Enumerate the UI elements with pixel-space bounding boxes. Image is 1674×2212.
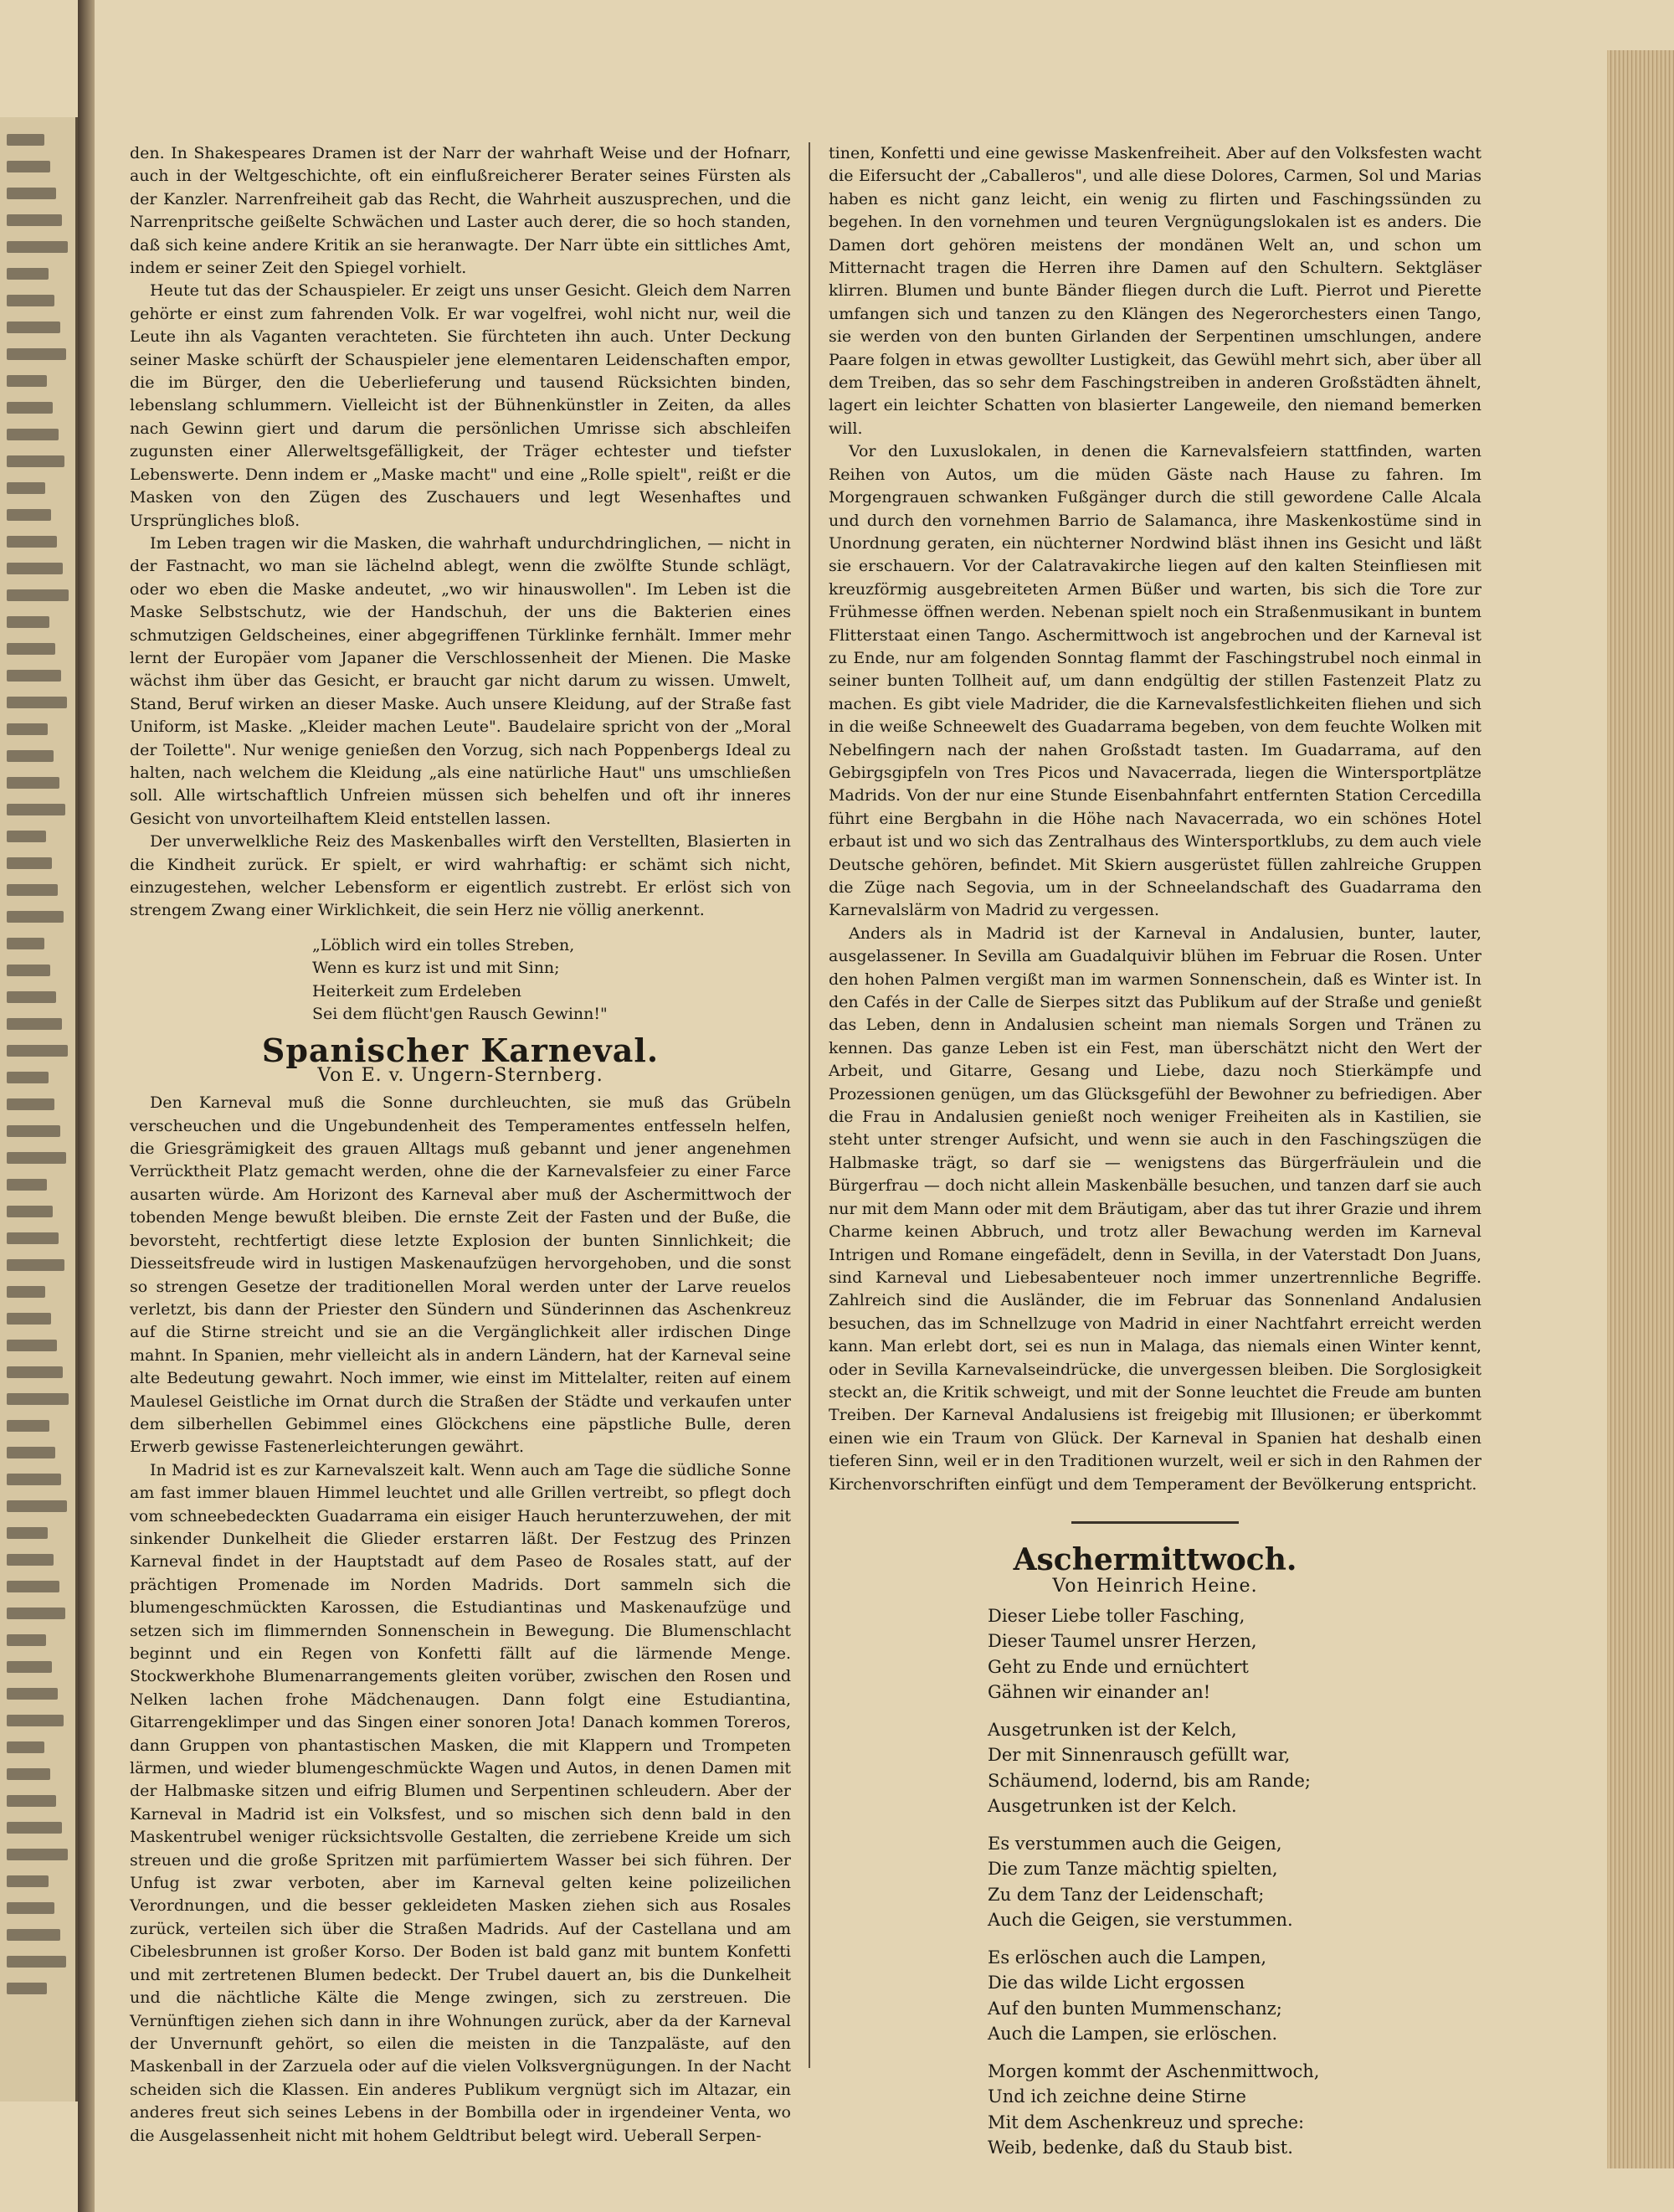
previous-page-text-fragment: [7, 375, 47, 387]
previous-page-text-fragment: [7, 750, 54, 762]
previous-page-text-fragment: [7, 884, 58, 896]
previous-page-text-fragment: [7, 295, 54, 306]
previous-page-text-fragment: [7, 965, 50, 976]
left-column: [130, 142, 791, 2148]
poem-line: Schäumend, lodernd, bis am Rande;: [988, 1770, 1311, 1791]
poem-line: Die zum Tanze mächtig spielten,: [988, 1859, 1278, 1880]
previous-page-text-fragment: [7, 991, 56, 1003]
previous-page-text-fragment: [7, 1259, 64, 1271]
previous-page-text-fragment: [7, 911, 64, 923]
previous-page-edge: [0, 117, 78, 2101]
previous-page-text-fragment: [7, 616, 49, 628]
previous-page-text-fragment: [7, 1956, 66, 1968]
previous-page-text-fragment: [7, 1152, 66, 1164]
previous-page-text-fragment: [7, 938, 44, 949]
poem-line: Auch die Lampen, sie erlöschen.: [988, 2024, 1278, 2045]
decorative-rule: [1071, 1521, 1239, 1524]
previous-page-text-fragment: [7, 1045, 68, 1057]
previous-page-text-fragment: [7, 214, 62, 226]
paragraph: Heute tut das der Schauspieler. Er zeigt uns unser Gesicht. Gleich dem Narren gehörte er einst zum fahrenden Volk. Er war vogelfrei, wohl nicht nur, weil die Leute ihn als Vaganten verachteten. Sie fürchteten ihn auch. Unter Deckung seiner Maske schürft der Schauspieler jene elementaren Leidenschaften empor, die im Bürger, den die Ueberlieferung und tausend Rücksichten binden, lebenslang schlummern. Vielleicht ist der Bühnenkünstler in Zeiten, da alles nach Gewinn giert und darum die persönlichen Umrisse sich abschleifen zugunsten einer Allerweltsgefälligkeit, der Träger echtester und tiefster Lebenswerte. Denn indem er „Maske macht" und eine „Rolle spielt", reißt er die Masken von den Zügen des Zuschauers und legt Wesenhaftes und Ursprüngliches bloß.: [130, 281, 791, 530]
right-column: [829, 142, 1481, 2173]
previous-page-text-fragment: [7, 1929, 60, 1941]
verse-line: Sei dem flücht'gen Rausch Gewinn!": [312, 1005, 608, 1024]
paragraph: tinen, Konfetti und eine gewisse Maskenfreiheit. Aber auf den Volksfesten wacht die Eifersucht der „Caballeros", und alle diese Dolores, Carmen, Sol und Marias haben es nicht ganz leicht, ein wenig zu flirten und Faschingssünden zu begehen. In den vornehmen und teuren Vergnügungslokalen ist es anders. Die Damen dort gehören meistens der mondänen Welt an, und schon um Mitternacht tragen die Herren ihre Damen auf den Schultern. Sektgläser klirren. Blumen und bunte Bänder fliegen durch die Luft. Pierrot und Pierette umfangen sich und tanzen zu den Klängen des Negerorchesters einen Tango, sie werden von den bunten Girlanden der Serpentinen umschlungen, andere Paare folgen in etwas gewollter Lustigkeit, das Gewühl mehrt sich, aber über all dem Treiben, das so sehr dem Faschingstreiben in anderen Großstädten ähnelt, lagert ein leichter Schatten von blasierter Langeweile, den niemand bemerken will.: [829, 144, 1481, 438]
previous-page-text-fragment: [7, 429, 59, 440]
poem-line: Auch die Geigen, sie verstummen.: [988, 1910, 1293, 1931]
poem-line: Der mit Sinnenrausch gefüllt war,: [988, 1745, 1291, 1766]
previous-page-text-fragment: [7, 1018, 62, 1030]
poem-stanza: [988, 1717, 1481, 1819]
article-title: Spanischer Karneval.: [261, 1031, 660, 1070]
poem-line: Zu dem Tanz der Leidenschaft;: [988, 1884, 1265, 1905]
verse-quote: [312, 934, 791, 1026]
poem-stanza: [988, 1831, 1481, 1933]
previous-page-text-fragment: [7, 1447, 55, 1458]
paragraph: Den Karneval muß die Sonne durchleuchten, sie muß das Grübeln verscheuchen und die Ungebundenheit des Temperamentes entfesseln helfen, die Griesgrämigkeit des grauen Alltags muß gebannt und jener angenehmen Verrücktheit Platz gemacht werden, ohne die der Karnevalsfeier zu einer Farce ausarten würde. Am Horizont des Karneval aber muß der Aschermittwoch der tobenden Menge bewußt bleiben. Die ernste Zeit der Fasten und der Buße, die bevorsteht, rechtfertigt diese letzte Explosion der bunten Sinnlichkeit; die Diesseitsfreude wird in lustigen Maskenaufzügen hervorgehoben, und die sonst so strengen Gesetze der traditionellen Moral werden unter der Larve reuelos verletzt, bis dann der Priester den Sündern und Sünderinnen das Aschenkreuz auf die Stirne streicht und sie an die Vergänglichkeit aller irdischen Dinge mahnt. In Spanien, mehr vielleicht als in andern Ländern, hat der Karneval seine alte Bedeutung gewahrt. Noch immer, wie einst im Mittelalter, reiten auf einem Maulesel Geistliche im Ornat durch die Straßen der Städte und verkaufen unter dem silberhellen Gebimmel eines Glöckchens eine päpstliche Bulle, deren Erwerb gewisse Fastenerleichterungen gewährt.: [130, 1093, 791, 1457]
previous-page-text-fragment: [7, 1232, 59, 1244]
previous-page-text-fragment: [7, 1125, 60, 1137]
poem: [988, 1603, 1481, 2161]
poem-line: Auf den bunten Mummenschanz;: [988, 1998, 1282, 2019]
previous-page-text-fragment: [7, 1366, 63, 1378]
previous-page-text-fragment: [7, 188, 56, 199]
previous-page-text-fragment: [7, 1179, 47, 1191]
previous-page-text-fragment: [7, 1902, 54, 1914]
poem-line: Morgen kommt der Aschenmittwoch,: [988, 2060, 1320, 2081]
verse-line: Heiterkeit zum Erdeleben: [312, 981, 521, 1001]
poem-stanza: [988, 2059, 1481, 2161]
previous-page-text-fragment: [7, 1608, 65, 1619]
previous-page-text-fragment: [7, 402, 53, 414]
poem-line: Dieser Liebe toller Fasching,: [988, 1605, 1245, 1626]
binding-gutter: [78, 0, 95, 2212]
poem-byline: Von Heinrich Heine.: [1052, 1576, 1258, 1597]
previous-page-text-fragment: [7, 563, 63, 574]
previous-page-text-fragment: [7, 1474, 61, 1485]
paragraph: In Madrid ist es zur Karnevalszeit kalt. Wenn auch am Tage die südliche Sonne am fast immer blauen Himmel leuchtet und alle Grillen vertreibt, so pflegt doch vom schneebedeckten Guadarrama ein eisiger Hauch herunterzuwehen, der mit sinkender Dunkelheit die Glieder erstarren läßt. Der Festzug des Prinzen Karneval findet in der Hauptstadt auf dem Paseo de Rosales statt, auf der prächtigen Promenade im Norden Madrids. Dort sammeln sich die blumengeschmückten Karossen, die Estudiantinas und Maskenaufzüge und setzen sich im flimmernden Sonnenschein in Bewegung. Die Blumenschlacht beginnt und ein Regen von Konfetti fällt auf die lärmende Menge. Stockwerkhohe Blumenarrangements gleiten vorüber, zwischen den Rosen und Nelken lachen frohe Mädchenaugen. Dann folgt eine Estudiantina, Gitarrengeklimper und das Singen einer sonoren Jota! Danach kommen Toreros, dann Gruppen von phantastischen Masken, die mit Klappern und Trompeten lärmen, und wieder blumengeschmückte Wagen und Autos, in denen Damen mit der Halbmaske sitzen und eifrig Blumen und Serpentinen schleudern. Aber der Karneval in Madrid ist ein Volksfest, und so mischen sich denn bald in den Maskentrubel weniger rücksichtsvolle Gestalten, die zerriebene Kreide um sich streuen und die große Spritzen mit parfümiertem Wasser bei sich führen. Der Unfug ist zwar verboten, aber im Karneval gelten keine polizeilichen Verordnungen, und die besser gekleideten Masken ziehen sich aus Rosales zurück, verteilen sich über die Straßen Madrids. Auf der Castellana und am Cibelesbrunnen ist großer Korso. Der Boden ist bald ganz mit buntem Konfetti und mit zertretenen Blumen bedeckt. Der Trubel dauert an, bis die Dunkelheit und die nächtliche Kälte die Menge zwingen, sich zu zerstreuen. Die Vernünftigen ziehen sich dann in ihre Wohnungen zurück, aber da der Karneval der Unvernunft gehört, so eilen die meisten in die Tanzpaläste, auf den Maskenball in der Zarzuela oder auf die vielen Volksvergnügungen. In der Nacht scheiden sich die Klassen. Ein anderes Publikum vergnügt sich im Altazar, ein anderes freut sich seines Lebens in der Bombilla oder in irgendeiner Venta, wo die Ausgelassenheit nicht mit hohem Geldtribut belegt wird. Ueberall Serpen-: [130, 1460, 791, 2145]
previous-page-text-fragment: [7, 1420, 49, 1432]
book-edge: [1607, 50, 1674, 2168]
poem-line: Geht zu Ende und ernüchtert: [988, 1656, 1249, 1677]
previous-page-text-fragment: [7, 804, 65, 815]
previous-page-text-fragment: [7, 1741, 44, 1753]
poem-line: Ausgetrunken ist der Kelch,: [988, 1719, 1237, 1740]
previous-page-text-fragment: [7, 777, 59, 789]
previous-page-text-fragment: [7, 670, 61, 682]
previous-page-text-fragment: [7, 1634, 46, 1646]
previous-page-text-fragment: [7, 1875, 49, 1887]
previous-page-text-fragment: [7, 1527, 48, 1539]
column-rule: [809, 142, 810, 2068]
poem-stanza: [988, 1945, 1481, 2047]
previous-page-text-fragment: [7, 509, 51, 521]
paragraph: den. In Shakespeares Dramen ist der Narr der wahrhaft Weise und der Hofnarr, auch in der Weltgeschichte, oft ein einflußreicherer Berater seines Fürsten als der Kanzler. Narrenfreiheit gab das Recht, die Wahrheit auszusprechen, und die Narrenpritsche geißelte Schwächen und Laster auch derer, die so hoch standen, daß sich keine andere Kritik an sie heranwagte. Der Narr übte ein sittliches Amt, indem er seiner Zeit den Spiegel vorhielt.: [130, 144, 791, 278]
previous-page-text-fragment: [7, 1768, 50, 1780]
previous-page-text-fragment: [7, 134, 44, 146]
previous-page-text-fragment: [7, 241, 68, 253]
poem-line: Dieser Taumel unsrer Herzen,: [988, 1631, 1257, 1652]
previous-page-text-fragment: [7, 1554, 54, 1566]
previous-page-text-fragment: [7, 1795, 56, 1807]
paragraph: Anders als in Madrid ist der Karneval in Andalusien, bunter, lauter, ausgelassener. In Sevilla am Guadalquivir blühen im Februar die Rosen. Unter den hohen Palmen vergißt man im warmen Sonnenschein, daß es Winter ist. In den Cafés in der Calle de Sierpes sitzt das Publikum auf der Straße und genießt das Leben, denn in Andalusien scheint man niemals Sorgen und Tränen zu kennen. Das ganze Leben ist ein Fest, man überschätzt nicht den Wert der Arbeit, und Gitarre, Gesang und Liebe, dazu noch Stierkämpfe und Prozessionen genügen, um das Glücksgefühl der Bewohner zu befriedigen. Aber die Frau in Andalusien genießt noch weniger Freiheiten als in Kastilien, sie steht unter strenger Aufsicht, und wenn sie auch in den Faschingszügen die Halbmaske trägt, so darf sie — wenigstens das Bürgerfräulein und die Bürgerfrau — doch nicht allein Maskenbälle besuchen, und tanzen darf sie auch nur mit dem Mann oder mit dem Bräutigam, aber das tut ihrer Grazie und ihrem Charme keinen Abbruch, und trotz aller Bewachung werden im Karneval Intrigen und Romane eingefädelt, denn in Sevilla, in der Vaterstadt Don Juans, sind Karneval und Liebesabenteuer noch immer unzertrennliche Begriffe. Zahlreich sind die Ausländer, die im Februar das Sonnenland Andalusien besuchen, das im Schnellzuge von Madrid in einer Nachtfahrt erreicht werden kann. Man erlebt dort, sei es nun in Malaga, das niemals einen Winter kennt, oder in Sevilla Karnevalseindrücke, die unvergessen bleiben. Die Sorglosigkeit steckt an, die Kritik schweigt, und mit der Sonne leuchtet die Freude am bunten Treiben. Der Karneval Andalusiens ist freigebig mit Illusionen; er überkommt einen wie ein Traum von Glück. Der Karneval in Spanien hat deshalb einen tieferen Sinn, weil er in den Traditionen wurzelt, weil er sich in den Rahmen der Kirchenvorschriften einfügt und dem Temperament der Bevölkerung entspricht.: [829, 923, 1481, 1494]
previous-page-text-fragment: [7, 1849, 68, 1860]
previous-page-text-fragment: [7, 643, 55, 655]
previous-page-text-fragment: [7, 1822, 62, 1834]
previous-page-text-fragment: [7, 1313, 51, 1325]
previous-page-text-fragment: [7, 723, 48, 735]
previous-page-text-fragment: [7, 1206, 53, 1217]
poem-line: Weib, bedenke, daß du Staub bist.: [988, 2137, 1293, 2158]
previous-page-text-fragment: [7, 482, 45, 494]
poem-line: Mit dem Aschenkreuz und spreche:: [988, 2112, 1305, 2132]
poem-line: Es erlöschen auch die Lampen,: [988, 1947, 1267, 1968]
previous-page-text-fragment: [7, 1286, 45, 1298]
previous-page-text-fragment: [7, 1715, 64, 1726]
previous-page-text-fragment: [7, 589, 69, 601]
previous-page-text-fragment: [7, 322, 60, 333]
previous-page-text-fragment: [7, 268, 49, 280]
poem-line: Es verstummen auch die Geigen,: [988, 1833, 1282, 1854]
previous-page-text-fragment: [7, 1500, 67, 1512]
poem-line: Gähnen wir einander an!: [988, 1682, 1211, 1703]
poem-line: Und ich zeichne deine Stirne: [988, 2086, 1246, 2107]
previous-page-text-fragment: [7, 348, 66, 360]
article-byline: Von E. v. Ungern-Sternberg.: [317, 1064, 603, 1086]
previous-page-text-fragment: [7, 1340, 57, 1351]
paragraph: Der unverwelkliche Reiz des Maskenballes wirft den Verstellten, Blasierten in die Kindheit zurück. Er spielt, er wird wahrhaftig: er schämt sich nicht, einzugestehen, welcher Lebensform er eigentlich zustrebt. Er erlöst sich von strengem Zwang einer Wirklichkeit, die sein Herz nie völlig anerkennt.: [130, 832, 791, 920]
poem-line: Die das wilde Licht ergossen: [988, 1973, 1245, 1993]
previous-page-text-fragment: [7, 161, 50, 172]
poem-line: Ausgetrunken ist der Kelch.: [988, 1796, 1237, 1817]
previous-page-text-fragment: [7, 1983, 47, 1994]
previous-page-text-fragment: [7, 697, 67, 708]
previous-page-text-fragment: [7, 1688, 58, 1700]
poem-title: Aschermittwoch.: [1013, 1541, 1297, 1577]
paragraph: Vor den Luxuslokalen, in denen die Karnevalsfeiern stattfinden, warten Reihen von Autos, um die müden Gäste nach Hause zu fahren. Im Morgengrauen schwanken Fußgänger durch die still gewordene Calle Alcala und durch den vornehmen Barrio de Salamanca, ihre Maskenkostüme sind in Unordnung geraten, ein nüchterner Nordwind bläst ihnen ins Gesicht und läßt sie erschauern. Vor der Calatravakirche liegen auf den kalten Steinfliesen mit kreuzförmig ausgebreiteten Armen Büßer und warten, bis sich die Tore zur Frühmesse öffnen werden. Nebenan spielt noch ein Straßenmusikant in buntem Flitterstaat einen Tango. Aschermittwoch ist angebrochen und der Karneval ist zu Ende, nur am folgenden Sonntag flammt der Faschingstrubel noch einmal in seiner bunten Tollheit auf, um dann endgültig der stillen Fastenzeit Platz zu machen. Es gibt viele Madrider, die die Karnevalsfestlichkeiten fliehen und sich in die weiße Schneewelt des Guadarrama begeben, von dem feuchte Wolken mit Nebelfingern nach der nahen Großstadt tasten. Im Guadarrama, auf den Gebirgsgipfeln von Tres Picos und Navacerrada, liegen die Wintersportplätze Madrids. Von der nur eine Stunde Eisenbahnfahrt entfernten Station Cercedilla führt eine Bergbahn in die Höhe nach Navacerrada, wo ein schönes Hotel erbaut ist und wo sich das Zentralhaus des Wintersportklubs, zu dem auch viele Deutsche gehören, befindet. Mit Skiern ausgerüstet füllen zahlreiche Gruppen die Züge nach Segovia, um in der Schneelandschaft des Guadarrama den Karnevalslärm von Madrid zu vergessen.: [829, 442, 1481, 920]
previous-page-text-fragment: [7, 1072, 49, 1083]
paragraph: Im Leben tragen wir die Masken, die wahrhaft undurchdringlichen, — nicht in der Fastnacht, wo man sie lächelnd ablegt, wenn die zwölfte Stunde schlägt, oder wo eben die Maske andeutet, „wo wir hinauswollen". Im Leben ist die Maske Selbstschutz, wie der Handschuh, der uns die Bakterien eines schmutzigen Geldscheines, einer abgegriffenen Türklinke fernhält. Immer mehr lernt der Europäer vom Japaner die Verschlossenheit der Mienen. Die Maske wächst ihm über das Gesicht, er braucht gar nicht darum zu wissen. Umwelt, Stand, Beruf wirken an dieser Maske. Auch unsere Kleidung, auf der Straße fast Uniform, ist Maske. „Kleider machen Leute". Baudelaire spricht von der „Moral der Toilette". Nur wenige genießen den Vorzug, sich nach Poppenbergs Ideal zu halten, nach welchem die Kleidung „als eine natürliche Haut" uns umschließen soll. Alle wirtschaftlich Unfreien müssen sich behelfen und oft ihr inneres Gesicht von unvorteilhaftem Kleid entstellen lassen.: [130, 533, 791, 828]
previous-page-text-fragment: [7, 1581, 59, 1592]
poem-stanza: [988, 1603, 1481, 1705]
verse-line: „Löblich wird ein tolles Streben,: [312, 935, 575, 954]
previous-page-text-fragment: [7, 536, 57, 548]
previous-page-text-fragment: [7, 1393, 69, 1405]
previous-page-text-fragment: [7, 455, 64, 467]
verse-line: Wenn es kurz ist und mit Sinn;: [312, 959, 560, 978]
previous-page-text-fragment: [7, 831, 46, 842]
previous-page-text-fragment: [7, 1098, 54, 1110]
previous-page-text-fragment: [7, 1661, 52, 1673]
previous-page-text-fragment: [7, 857, 52, 869]
